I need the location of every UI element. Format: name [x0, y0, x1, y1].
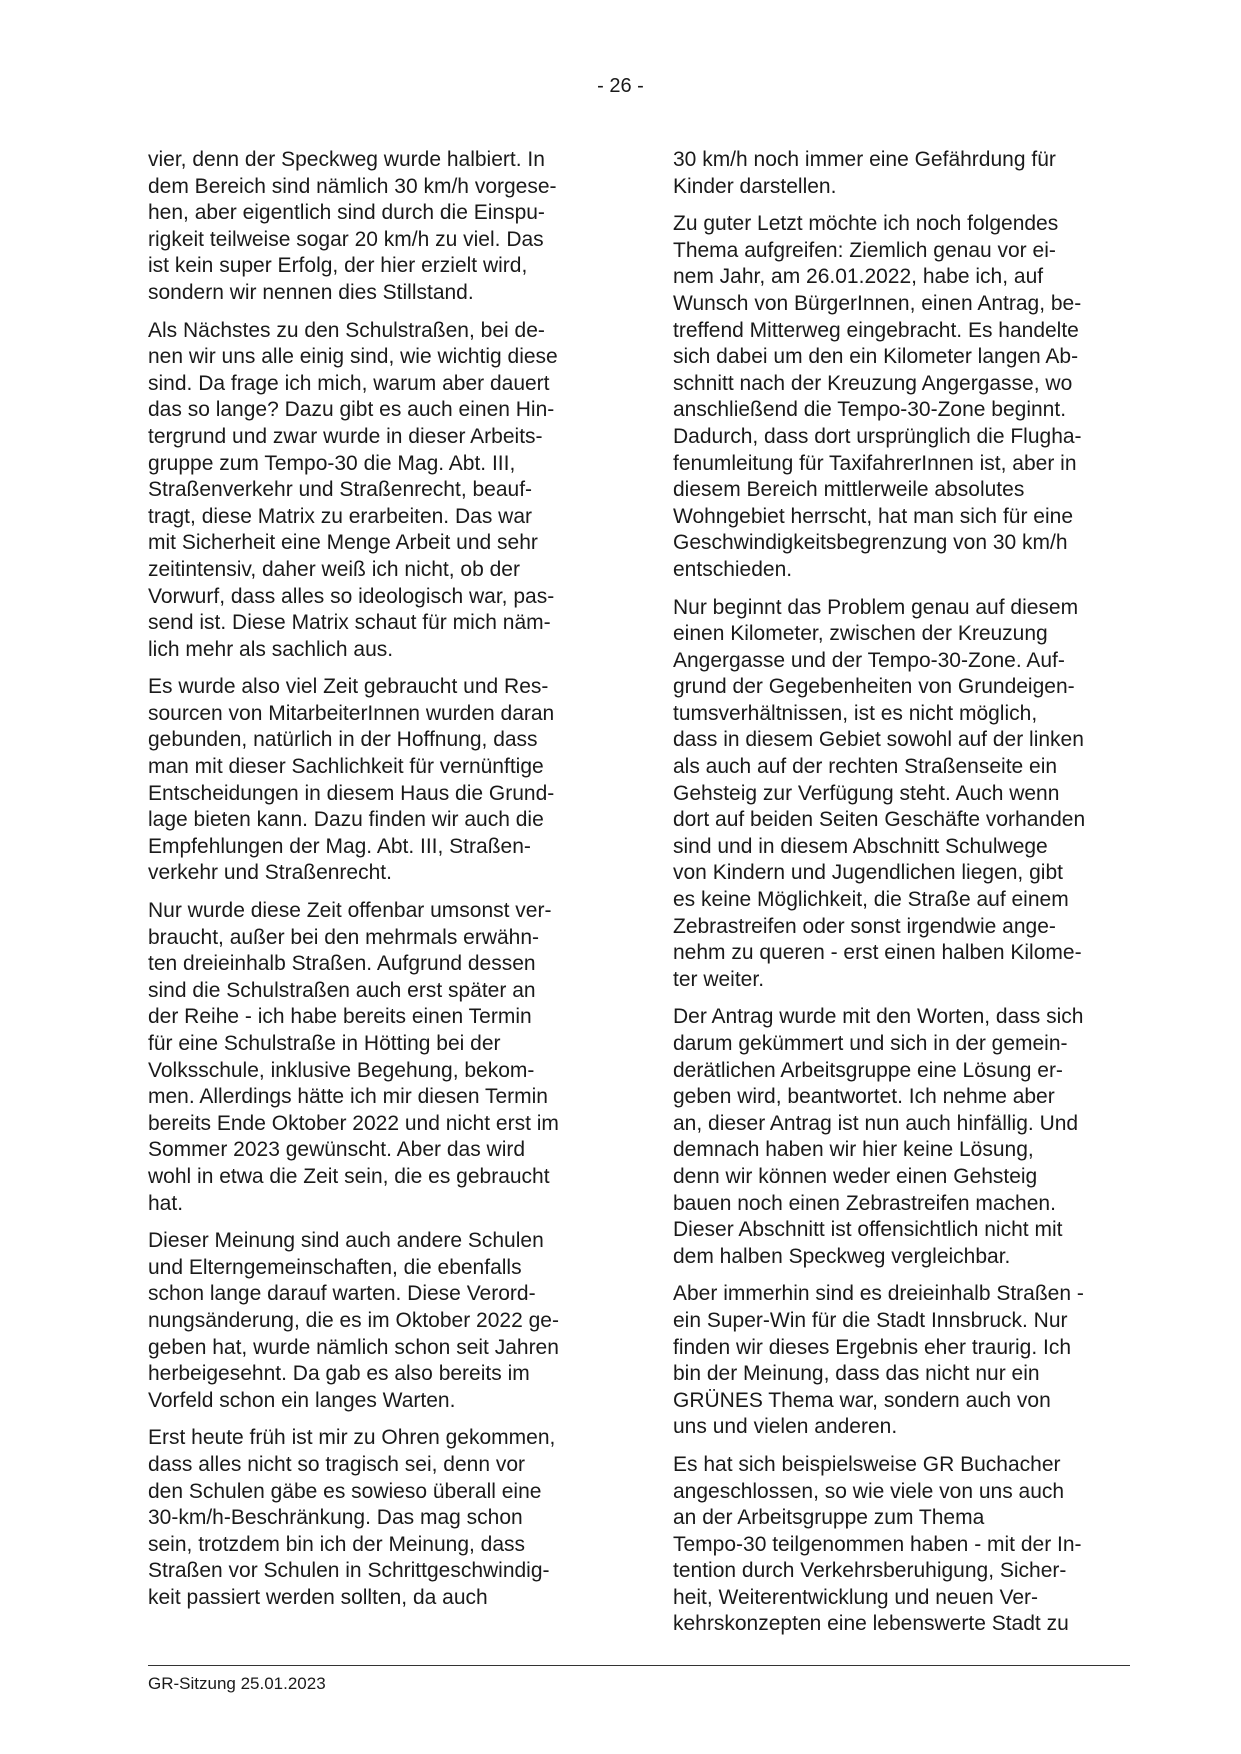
text-line: Es hat sich beispielsweise GR Buchacher — [673, 1452, 1061, 1476]
paragraph — [148, 898, 608, 1217]
text-line: geben wird, beantwortet. Ich nehme aber — [673, 1085, 1055, 1109]
paragraph — [673, 595, 1133, 994]
footer-divider — [148, 1665, 1130, 1666]
text-line: sich dabei um den ein Kilometer langen Ab- — [673, 345, 1079, 369]
text-line: Dadurch, dass dort ursprünglich die Flugha- — [673, 424, 1082, 448]
text-line: an, dieser Antrag ist nun auch hinfällig. Und — [673, 1111, 1079, 1135]
text-line: sind und in diesem Abschnitt Schulwege — [673, 834, 1048, 858]
right-text-column — [673, 147, 1133, 1649]
text-line: Zu guter Letzt möchte ich noch folgendes — [673, 212, 1059, 236]
text-line: Als Nächstes zu den Schulstraßen, bei de- — [148, 318, 545, 342]
text-line: Zebrastreifen oder sonst irgendwie ange- — [673, 914, 1056, 938]
text-line: tergrund und zwar wurde in dieser Arbeits- — [148, 424, 543, 448]
left-text-column — [148, 147, 608, 1622]
text-line: bauen noch einen Zebrastreifen machen. — [673, 1191, 1056, 1215]
text-line: braucht, außer bei den mehrmals erwähn- — [148, 925, 540, 949]
text-line: Wohngebiet herrscht, hat man sich für eine — [673, 504, 1073, 528]
text-line: fenumleitung für TaxifahrerInnen ist, aber in — [673, 451, 1077, 475]
text-line: Entscheidungen in diesem Haus die Grund- — [148, 781, 555, 805]
text-line: angeschlossen, so wie viele von uns auch — [673, 1479, 1065, 1503]
text-line: Gehsteig zur Verfügung steht. Auch wenn — [673, 781, 1060, 805]
text-line: Vorwurf, dass alles so ideologisch war, pas- — [148, 584, 555, 608]
text-line: ein Super-Win für die Stadt Innsbruck. Nur — [673, 1308, 1068, 1332]
text-line: ist kein super Erfolg, der hier erzielt wird, — [148, 254, 528, 278]
text-line: hen, aber eigentlich sind durch die Einspu- — [148, 201, 545, 225]
text-line: Geschwindigkeitsbegrenzung von 30 km/h — [673, 531, 1068, 555]
paragraph — [673, 211, 1133, 583]
text-line: Nur wurde diese Zeit offenbar umsonst ver- — [148, 899, 552, 923]
text-line: anschließend die Tempo-30-Zone beginnt. — [673, 398, 1067, 422]
text-line: demnach haben wir hier keine Lösung, — [673, 1138, 1034, 1162]
page-number: - 26 - — [597, 75, 644, 97]
paragraph — [148, 147, 608, 307]
text-line: dass in diesem Gebiet sowohl auf der linken — [673, 728, 1084, 752]
text-line: grund der Gegebenheiten von Grundeigen- — [673, 675, 1075, 699]
text-line: Tempo-30 teilgenommen haben - mit der In- — [673, 1532, 1082, 1556]
text-line: Es wurde also viel Zeit gebraucht und Res- — [148, 675, 549, 699]
text-line: tumsverhältnissen, ist es nicht möglich, — [673, 701, 1038, 725]
text-line: bin der Meinung, dass das nicht nur ein — [673, 1362, 1040, 1386]
text-line: den Schulen gäbe es sowieso überall eine — [148, 1479, 542, 1503]
text-line: Dieser Abschnitt ist offensichtlich nicht mit — [673, 1218, 1063, 1242]
text-line: Empfehlungen der Mag. Abt. III, Straßen- — [148, 834, 531, 858]
text-line: ten dreieinhalb Straßen. Aufgrund dessen — [148, 952, 536, 976]
text-line: send ist. Diese Matrix schaut für mich näm- — [148, 611, 551, 635]
text-line: schnitt nach der Kreuzung Angergasse, wo — [673, 371, 1073, 395]
text-line: wohl in etwa die Zeit sein, die es gebraucht — [148, 1164, 550, 1188]
text-line: denn wir können weder einen Gehsteig — [673, 1164, 1038, 1188]
text-line: Volksschule, inklusive Begehung, bekom- — [148, 1058, 535, 1082]
text-line: darum gekümmert und sich in der gemein- — [673, 1032, 1068, 1055]
text-line: uns und vielen anderen. — [673, 1415, 898, 1439]
text-line: dass alles nicht so tragisch sei, denn vor — [148, 1452, 526, 1476]
text-line: als auch auf der rechten Straßenseite ein — [673, 755, 1058, 779]
text-line: schon lange darauf warten. Diese Verord- — [148, 1282, 536, 1306]
text-line: herbeigesehnt. Da gab es also bereits im — [148, 1362, 530, 1386]
text-line: Dieser Meinung sind auch andere Schulen — [148, 1229, 544, 1253]
text-line: sein, trotzdem bin ich der Meinung, dass — [148, 1532, 526, 1556]
paragraph — [148, 1425, 608, 1611]
text-line: kehrskonzepten eine lebenswerte Stadt zu — [673, 1612, 1069, 1636]
text-line: für eine Schulstraße in Hötting bei der — [148, 1032, 501, 1055]
text-line: gruppe zum Tempo-30 die Mag. Abt. III, — [148, 451, 516, 475]
text-line: nehm zu queren - erst einen halben Kilome- — [673, 941, 1082, 965]
text-line: dem halben Speckweg vergleichbar. — [673, 1244, 1011, 1268]
text-line: entschieden. — [673, 557, 793, 581]
paragraph — [148, 1228, 608, 1414]
text-line: vier, denn der Speckweg wurde halbiert. In — [148, 148, 545, 171]
text-line: 30-km/h-Beschränkung. Das mag schon — [148, 1506, 523, 1530]
text-line: Kinder darstellen. — [673, 174, 837, 198]
text-line: bereits Ende Oktober 2022 und nicht erst im — [148, 1111, 559, 1135]
text-line: Sommer 2023 gewünscht. Aber das wird — [148, 1138, 526, 1162]
text-line: Vorfeld schon ein langes Warten. — [148, 1388, 456, 1412]
text-line: nem Jahr, am 26.01.2022, habe ich, auf — [673, 265, 1044, 289]
paragraph — [148, 318, 608, 664]
text-line: derätlichen Arbeitsgruppe eine Lösung er- — [673, 1058, 1063, 1082]
text-line: das so lange? Dazu gibt es auch einen Hin- — [148, 398, 555, 422]
paragraph — [673, 1004, 1133, 1270]
text-line: men. Allerdings hätte ich mir diesen Termin — [148, 1085, 548, 1109]
footer-session-date: GR-Sitzung 25.01.2023 — [148, 1674, 326, 1693]
text-line: von Kindern und Jugendlichen liegen, gibt — [673, 861, 1063, 885]
text-line: nungsänderung, die es im Oktober 2022 ge- — [148, 1308, 559, 1332]
text-line: 30 km/h noch immer eine Gefährdung für — [673, 148, 1056, 171]
text-line: mit Sicherheit eine Menge Arbeit und sehr — [148, 531, 538, 555]
text-line: treffend Mitterweg eingebracht. Es handelte — [673, 318, 1079, 342]
text-line: Straßen vor Schulen in Schrittgeschwindig- — [148, 1559, 550, 1583]
text-line: diesem Bereich mittlerweile absolutes — [673, 478, 1025, 502]
text-line: verkehr und Straßenrecht. — [148, 861, 392, 885]
text-line: dem Bereich sind nämlich 30 km/h vorgese- — [148, 174, 557, 198]
text-line: sind. Da frage ich mich, warum aber dauert — [148, 371, 550, 395]
text-line: hat. — [148, 1191, 184, 1215]
text-line: nen wir uns alle einig sind, wie wichtig diese — [148, 345, 558, 369]
text-line: Erst heute früh ist mir zu Ohren gekommen, — [148, 1426, 556, 1450]
text-line: einen Kilometer, zwischen der Kreuzung — [673, 622, 1048, 646]
text-line: Angergasse und der Tempo-30-Zone. Auf- — [673, 648, 1065, 672]
text-line: ter weiter. — [673, 967, 765, 991]
text-line: tention durch Verkehrsberuhigung, Sicher- — [673, 1559, 1067, 1583]
paragraph — [148, 674, 608, 887]
text-line: heit, Weiterentwicklung und neuen Ver- — [673, 1585, 1038, 1609]
text-line: geben hat, wurde nämlich schon seit Jahren — [148, 1335, 559, 1359]
text-line: keit passiert werden sollten, da auch — [148, 1585, 488, 1609]
paragraph — [673, 147, 1133, 200]
text-line: Nur beginnt das Problem genau auf diesem — [673, 595, 1079, 619]
text-line: lich mehr als sachlich aus. — [148, 637, 394, 661]
text-line: an der Arbeitsgruppe zum Thema — [673, 1506, 985, 1530]
text-line: finden wir dieses Ergebnis eher traurig. Ich — [673, 1335, 1072, 1359]
text-line: Thema aufgreifen: Ziemlich genau vor ei- — [673, 238, 1056, 262]
text-line: zeitintensiv, daher weiß ich nicht, ob der — [148, 557, 520, 581]
text-line: und Elterngemeinschaften, die ebenfalls — [148, 1255, 522, 1279]
text-line: dort auf beiden Seiten Geschäfte vorhanden — [673, 808, 1086, 832]
text-line: sind die Schulstraßen auch erst später an — [148, 978, 536, 1002]
paragraph — [673, 1452, 1133, 1638]
text-line: rigkeit teilweise sogar 20 km/h zu viel. Das — [148, 227, 544, 251]
text-line: es keine Möglichkeit, die Straße auf einem — [673, 888, 1069, 912]
text-line: man mit dieser Sachlichkeit für vernünftige — [148, 755, 544, 779]
text-line: Aber immerhin sind es dreieinhalb Straßen - — [673, 1282, 1084, 1306]
text-line: tragt, diese Matrix zu erarbeiten. Das war — [148, 504, 532, 528]
text-line: Straßenverkehr und Straßenrecht, beauf- — [148, 478, 533, 502]
text-line: lage bieten kann. Dazu finden wir auch die — [148, 808, 544, 832]
text-line: sourcen von MitarbeiterInnen wurden daran — [148, 701, 555, 725]
text-line: sondern wir nennen dies Stillstand. — [148, 280, 474, 304]
text-line: Der Antrag wurde mit den Worten, dass sich — [673, 1005, 1084, 1029]
text-line: gebunden, natürlich in der Hoffnung, dass — [148, 728, 538, 752]
text-line: der Reihe - ich habe bereits einen Termin — [148, 1005, 532, 1029]
text-line: GRÜNES Thema war, sondern auch von — [673, 1388, 1051, 1412]
text-line: Wunsch von BürgerInnen, einen Antrag, be- — [673, 291, 1082, 315]
paragraph — [673, 1281, 1133, 1441]
